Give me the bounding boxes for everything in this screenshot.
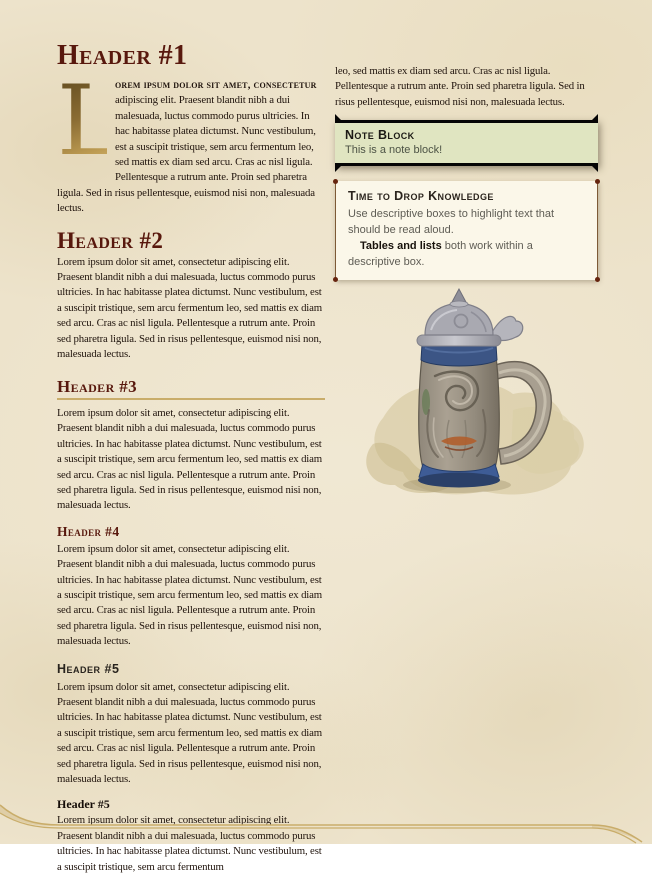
left-column	[57, 40, 325, 873]
descriptive-box-bold-rest: both work within a descriptive box.	[348, 240, 533, 269]
corner-dot-icon	[595, 179, 600, 184]
corner-dot-icon	[595, 277, 600, 282]
section-paragraph: Lorem ipsum dolor sit amet, consectetur adipiscing elit. Praesent blandit nibh a dui malesuada, luctus commodo purus ultricies. In hac habitasse platea dictumst. Nunc vestibulum, est a suscipit tristique, sem arcu fermentum leo, sed mattis ex diam sed arcu. Cras ac nisl ligula. Pellentesque a rutrum ante. Proin sed pharetra ligula. Sed in risus pellentesque, euismod nisi non, malesuada lectus.	[57, 680, 323, 786]
section-header-4	[57, 525, 325, 650]
descriptive-box-paragraph: Use descriptive boxes to highlight text that should be read aloud.	[348, 208, 555, 237]
note-corner-cap-icon	[589, 163, 598, 172]
section-header-3	[57, 377, 325, 514]
note-corner-cap-icon	[335, 163, 344, 172]
intro-paragraph	[57, 65, 325, 217]
note-corner-cap-icon	[335, 114, 344, 123]
section-paragraph: Lorem ipsum dolor sit amet, consectetur adipiscing elit. Praesent blandit nibh a dui malesuada, luctus commodo purus ultricies. In hac habitasse platea dictumst. Nunc vestibulum, est a suscipit tristique, sem arcu fermentum leo, sed mattis ex diam sed arcu. Cras ac nisl ligula. Pellentesque a rutrum ante. Proin sed pharetra ligula. Sed in risus pellentesque, euismod nisi non, malesuada lectus.	[57, 407, 323, 512]
heading-2: Header #2	[57, 227, 164, 253]
heading-6: Header #5	[57, 797, 110, 812]
section-header-2	[57, 229, 325, 363]
section-header-5	[57, 662, 325, 788]
section-paragraph: Lorem ipsum dolor sit amet, consectetur adipiscing elit. Praesent blandit nibh a dui malesuada, luctus commodo purus ultricies. In hac habitasse platea dictumst. Nunc vestibulum, est a suscipit tristique, sem arcu fermentum leo, sed mattis ex diam sed arcu. Cras ac nisl ligula. Pellentesque a rutrum ante. Proin sed pharetra ligula. Sed in risus pellentesque, euismod nisi non, malesuada lectus.	[57, 542, 323, 648]
note-text: This is a note block!	[345, 144, 443, 157]
heading-3: Header #3	[57, 377, 325, 401]
beer-stein-illustration	[365, 288, 595, 503]
drop-cap: L	[57, 65, 121, 177]
heading-1: Header #1	[57, 40, 188, 71]
corner-dot-icon	[333, 179, 338, 184]
continued-paragraph: leo, sed mattis ex diam sed arcu. Cras ac nisl ligula. Pellentesque a rutrum ante. Proin sed pharetra ligula. Sed in risus pellentesque, euismod nisi non, malesuada lectus.	[335, 65, 585, 108]
descriptive-box-title: Time to Drop Knowledge	[348, 189, 494, 204]
section-paragraph: Lorem ipsum dolor sit amet, consectetur adipiscing elit. Praesent blandit nibh a dui malesuada, luctus commodo purus ultricies. In hac habitasse platea dictumst. Nunc vestibulum, est a suscipit tristique, sem arcu fermentum leo, sed mattis ex diam sed arcu. Cras ac nisl ligula. Pellentesque a rutrum ante. Proin sed pharetra ligula. Sed in risus pellentesque, euismod nisi non, malesuada lectus.	[57, 255, 323, 361]
heading-5: Header #5	[57, 661, 120, 676]
intro-body-text: adipiscing elit. Praesent blandit nibh a dui malesuada, luctus commodo purus ultricies. In hac habitasse platea dictumst. Nunc vestibulum, est a suscipit tristique, sem arcu fermentum leo, sed mattis ex diam sed arcu. Cras ac nisl ligula. Pellentesque a rutrum ante. Proin sed pharetra ligula. Sed in risus pellentesque, euismod nisi non, malesuada lectus.	[57, 94, 316, 215]
intro-lead-smallcaps: orem ipsum dolor sit amet, consectetur	[115, 79, 317, 91]
note-corner-cap-icon	[589, 114, 598, 123]
right-column	[335, 40, 598, 810]
corner-dot-icon	[333, 277, 338, 282]
section-paragraph-truncated: Lorem ipsum dolor sit amet, consectetur adipiscing elit. Praesent blandit nibh a dui malesuada, luctus commodo purus ultricies. In hac habitasse platea dictumst. Nunc vestibulum, est a suscipit tristique, sem arcu fermentum	[57, 814, 322, 873]
note-block	[335, 120, 598, 166]
descriptive-box	[335, 181, 598, 280]
heading-4: Header #4	[57, 523, 120, 539]
descriptive-box-paragraph-2	[348, 238, 585, 270]
footer-flourish	[0, 802, 652, 844]
descriptive-box-bold-lead: Tables and lists	[360, 240, 442, 253]
note-title: Note Block	[345, 128, 415, 143]
